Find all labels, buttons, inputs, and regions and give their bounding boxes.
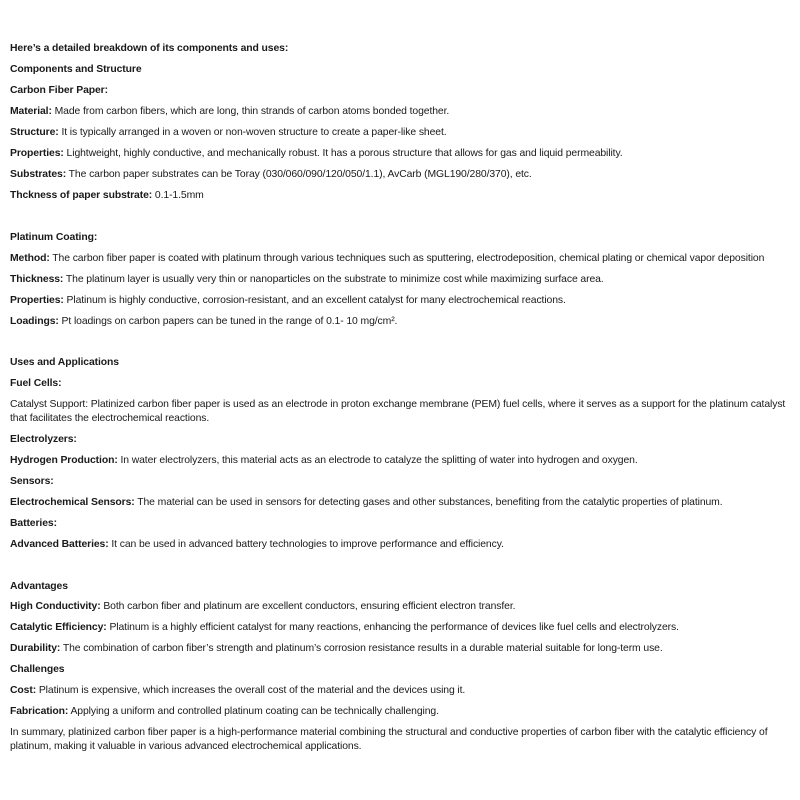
advantage-durability-line [10,642,796,656]
challenges-heading: Challenges [10,664,65,675]
item-label: Electrochemical Sensors: [10,497,135,508]
item-label: Fabrication: [10,706,69,717]
platinum-method-line [10,252,796,266]
components-heading: Components and Structure [10,64,142,75]
item-label: Structure: [10,127,59,138]
item-label: Properties: [10,295,64,306]
item-label: Thckness of paper substrate: [10,190,153,201]
item-label: Catalytic Efficiency: [10,622,107,633]
batteries-heading: Batteries: [10,518,57,529]
item-text: It is typically arranged in a woven or non-woven structure to create a paper-like sheet. [58,127,447,138]
item-text: The platinum layer is usually very thin or nanoparticles on the substrate to minimize cost while maximizing surface area. [63,274,604,285]
item-label: Cost: [10,685,37,696]
advantage-catalytic-line [10,621,796,635]
item-label: Method: [10,253,50,264]
item-text: It can be used in advanced battery technologies to improve performance and efficiency. [108,539,504,550]
batteries-line [10,538,796,552]
item-label: Properties: [10,148,64,159]
item-text: The carbon fiber paper is coated with platinum through various techniques such as sputtering, electrodeposition, chemical plating or chemical vapor deposition [49,253,765,264]
item-text: The combination of carbon fiber’s strength and platinum’s corrosion resistance results in a durable material suitable for long-term use. [60,643,663,654]
fuel-cells-paragraph: Catalyst Support: Platinized carbon fiber paper is used as an electrode in proton exchange membrane (PEM) fuel cells, where it serves as a support for the platinum catalyst that facilitates the electrochemical reactions. [10,399,786,424]
carbon-structure-line [10,126,796,140]
carbon-thickness-line [10,189,796,203]
item-text: In water electrolyzers, this material acts as an electrode to catalyze the splitting of water into hydrogen and oxygen. [117,455,638,466]
item-label: Material: [10,106,52,117]
item-label: Thickness: [10,274,64,285]
summary-paragraph: In summary, platinized carbon fiber paper is a high-performance material combining the structural and conductive properties of carbon fiber with the catalytic efficiency of platinum, making it valuable in various advanced electrochemical applications. [10,727,768,752]
electrolyzers-line [10,454,796,468]
item-label: Loadings: [10,316,59,327]
item-label: High Conductivity: [10,601,101,612]
intro-text: Here’s a detailed breakdown of its components and uses: [10,43,289,54]
advantages-heading: Advantages [10,581,68,592]
challenge-fabrication-line [10,705,796,719]
item-label: Advanced Batteries: [10,539,109,550]
carbon-material-line [10,105,796,119]
item-text: Both carbon fiber and platinum are excellent conductors, ensuring efficient electron transfer. [100,601,516,612]
sensors-line [10,496,796,510]
uses-heading: Uses and Applications [10,357,119,368]
item-text: The material can be used in sensors for detecting gases and other substances, benefiting from the catalytic properties of platinum. [134,497,723,508]
item-text: Lightweight, highly conductive, and mechanically robust. It has a porous structure that allows for gas and liquid permeability. [63,148,623,159]
item-text: 0.1-1.5mm [152,190,204,201]
item-text: Applying a uniform and controlled platinum coating can be technically challenging. [68,706,439,717]
advantage-conductivity-line [10,600,796,614]
item-text: The carbon paper substrates can be Toray (030/060/090/120/050/1.1), AvCarb (MGL190/280/370), etc. [66,169,532,180]
item-text: Platinum is a highly efficient catalyst for many reactions, enhancing the performance of devices like fuel cells and electrolyzers. [106,622,679,633]
platinum-properties-line [10,294,796,308]
item-text: Platinum is expensive, which increases the overall cost of the material and the devices using it. [36,685,466,696]
platinum-thickness-line [10,273,796,287]
item-text: Made from carbon fibers, which are long, thin strands of carbon atoms bonded together. [51,106,450,117]
carbon-properties-line [10,147,796,161]
fuel-cells-heading: Fuel Cells: [10,378,62,389]
challenge-cost-line [10,684,796,698]
item-text: Platinum is highly conductive, corrosion-resistant, and an excellent catalyst for many electrochemical reactions. [63,295,566,306]
platinum-loadings-line [10,315,796,329]
item-label: Substrates: [10,169,67,180]
platinum-heading: Platinum Coating: [10,232,98,243]
carbon-fiber-heading: Carbon Fiber Paper: [10,85,108,96]
item-text: Pt loadings on carbon papers can be tuned in the range of 0.1- 10 mg/cm². [58,316,398,327]
item-label: Durability: [10,643,61,654]
carbon-substrates-line [10,168,796,182]
electrolyzers-heading: Electrolyzers: [10,434,77,445]
sensors-heading: Sensors: [10,476,54,487]
item-label: Hydrogen Production: [10,455,118,466]
